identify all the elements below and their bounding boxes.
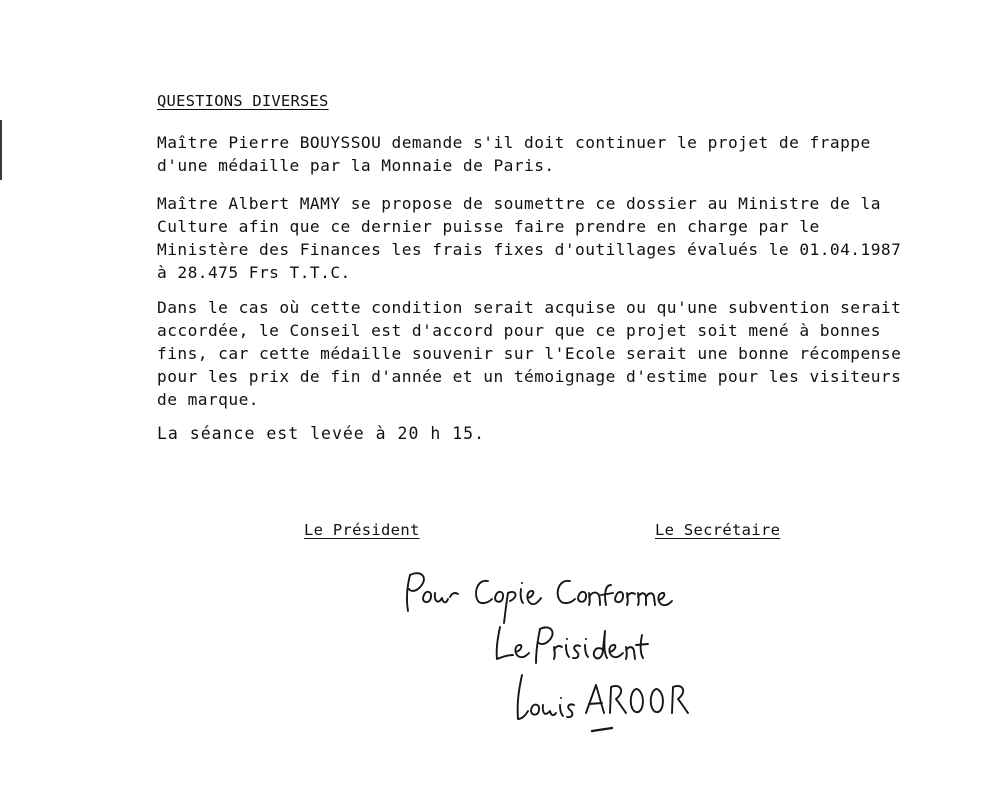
paragraph-bouyssou [157, 131, 977, 177]
text-line: fins, car cette médaille souvenir sur l'Ecole serait une bonne récompense [157, 344, 902, 363]
handwritten-signature [380, 555, 710, 755]
handwritten-line-le-president [497, 627, 648, 663]
president-label: Le Président [304, 521, 420, 539]
secretary-label: Le Secrétaire [655, 521, 781, 539]
text-line: La séance est levée à 20 h 15. [157, 424, 486, 443]
text-line: d'une médaille par la Monnaie de Paris. [157, 156, 555, 175]
text-line: Maître Pierre BOUYSSOU demande s'il doit continuer le projet de frappe [157, 133, 871, 152]
text-line: Ministère des Finances les frais fixes d'outillages évalués le 01.04.1987 [157, 240, 902, 259]
handwritten-line-pour-copie-conforme [407, 573, 672, 623]
text-line: accordée, le Conseil est d'accord pour que ce projet soit mené à bonnes [157, 321, 881, 340]
text-line: à 28.475 Frs T.T.C. [157, 263, 351, 282]
text-line: de marque. [157, 390, 259, 409]
paragraph-condition [157, 296, 977, 411]
text-line: pour les prix de fin d'année et un témoignage d'estime pour les visiteurs [157, 367, 902, 386]
handwritten-line-louis-aroor [518, 675, 688, 731]
paragraph-closing [157, 422, 977, 445]
text-line: Dans le cas où cette condition serait acquise ou qu'une subvention serait [157, 298, 902, 317]
paragraph-mamy [157, 192, 977, 284]
text-line: Maître Albert MAMY se propose de soumettre ce dossier au Ministre de la [157, 194, 881, 213]
section-heading: QUESTIONS DIVERSES [157, 92, 329, 110]
text-line: Culture afin que ce dernier puisse faire prendre en charge par le [157, 217, 820, 236]
scan-edge-mark [0, 120, 2, 180]
